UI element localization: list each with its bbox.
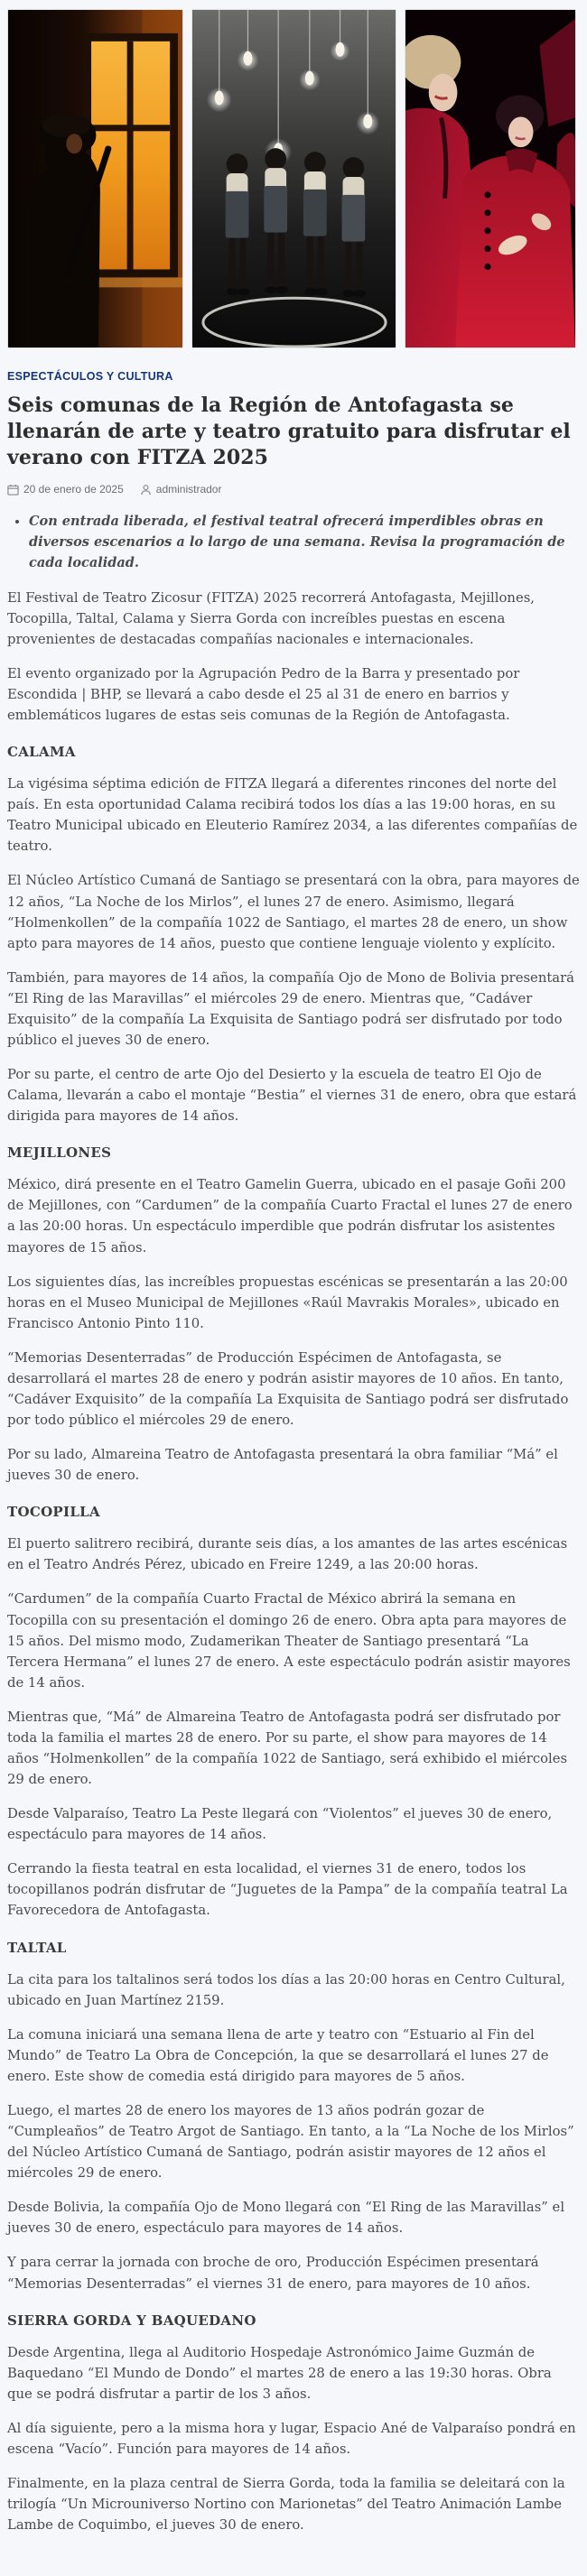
page-title: Seis comunas de la Región de Antofagasta se llenarán de arte y teatro gratuito para disfrutar el verano con FITZA 2025	[7, 394, 571, 470]
article-paragraph: Cerrando la fiesta teatral en esta localidad, el viernes 31 de enero, todos los tocopillanos podrán disfrutar de “Juguetes de la Pampa” de la compañía teatral La Favorecedora de Antofagasta.	[7, 1861, 568, 1919]
article-paragraph: La vigésima séptima edición de FITZA llegará a diferentes rincones del norte del país. En esta oportunidad Calama recibirá todos los días a las 19:00 horas, en su Teatro Municipal ubicado en Eleuterio Ramírez 2034, a las diferentes compañías de teatro.	[7, 776, 578, 855]
article-paragraph: México, dirá presente en el Teatro Gamelin Guerra, ubicado en el pasaje Goñi 200 de Mejillones, con “Cardumen” de la compañía Cuarto Fractal el lunes 27 de enero a las 20:00 horas. Un espectáculo imperdible que podrán disfrutar los asistentes mayores de 15 años.	[7, 1177, 573, 1256]
article-paragraph: Al día siguiente, pero a la misma hora y lugar, Espacio Ané de Valparaíso pondrá en escena “Vacío”. Función para mayores de 14 años.	[7, 2420, 576, 2457]
post-date-label: 20 de enero de 2025	[23, 483, 124, 496]
article-paragraph: Desde Bolivia, la compañía Ojo de Mono llegará con “El Ring de las Maravillas” el jueves 30 de enero, espectáculo para mayores de 14 años.	[7, 2200, 565, 2237]
calendar-icon	[7, 484, 19, 496]
article-paragraph: La comuna iniciará una semana llena de arte y teatro con “Estuario al Fin del Mundo” de Teatro La Obra de Concepción, la que se desarrollará el lunes 27 de enero. Este show de comedia está dirigido para mayores de 5 años.	[7, 2026, 549, 2084]
photo-actresses-lightbulbs	[191, 9, 396, 348]
article-paragraph: La cita para los taltalinos será todos los días a las 20:00 horas en Centro Cultural, ubicado en Juan Martínez 2159.	[7, 1971, 565, 2008]
article-paragraph: El Festival de Teatro Zicosur (FITZA) 2025 recorrerá Antofagasta, Mejillones, Tocopilla, Taltal, Calama y Sierra Gorda con increíbles puestas en escena provenientes de destacadas compañías nacionales e internacionales.	[7, 589, 536, 647]
article-paragraph: Finalmente, en la plaza central de Sierra Gorda, toda la familia se deleitará con la trilogía “Un Microuniverso Nortino con Marionetas” del Teatro Animación Lambe Lambe de Coquimbo, el jueves 30 de enero.	[7, 2475, 565, 2534]
section-heading-calama: CALAMA	[7, 744, 76, 761]
article-paragraph: Desde Valparaíso, Teatro La Peste llegará con “Violentos” el jueves 30 de enero, espectáculo para mayores de 14 años.	[7, 1806, 553, 1843]
section-heading-sierra-gorda: SIERRA GORDA Y BAQUEDANO	[7, 2312, 256, 2329]
article-paragraph: Por su lado, Almareina Teatro de Antofagasta presentará la obra familiar “Má” el jueves 30 de enero.	[7, 1447, 558, 1484]
article-paragraph: “Memorias Desenterradas” de Producción Espécimen de Antofagasta, se desarrollará el martes 28 de enero y podrán asistir mayores de 10 años. En tanto, “Cadáver Exquisito” de la compañía La Exquisita de Santiago podrá ser disfrutado por todo público el miércoles 29 de enero.	[7, 1349, 569, 1429]
lead-text: • Con entrada liberada, el festival teatral ofrecerá imperdibles obras en diversos escenarios a lo largo de una semana. Revisa la programación de cada localidad.	[29, 511, 580, 574]
article-paragraph: Los siguientes días, las increíbles propuestas escénicas se presentarán a las 20:00 horas en el Museo Municipal de Mejillones «Raúl Mavrakis Morales», ubicado en Francisco Antonio Pinto 110.	[7, 1274, 568, 1331]
article-photo-gallery	[7, 9, 580, 348]
article-paragraph: El Núcleo Artístico Cumaná de Santiago se presentará con la obra, para mayores de 12 años, “La Noche de los Mirlos”, el lunes 27 de enero. Asimismo, llegará “Holmenkollen” de la compañía 1022 de Santiago, el martes 28 de enero, un show apto para mayores de 14 años, puesto que contiene lenguaje violento y explícito.	[7, 873, 580, 951]
article-paragraph: También, para mayores de 14 años, la compañía Ojo de Mono de Bolivia presentará “El Ring de las Maravillas” el miércoles 29 de enero. Mientras que, “Cadáver Exquisito” de la compañía La Exquisita de Santiago podrá ser disfrutado por todo público el jueves 30 de enero.	[7, 969, 575, 1048]
article-paragraph: “Cardumen” de la compañía Cuarto Fractal de México abrirá la semana en Tocopilla con su presentación el domingo 26 de enero. Obra apta para mayores de 15 años. Del mismo modo, Zudamerikan Theater de Santiago presentará “La Tercera Hermana” el lunes 27 de enero. A este espectáculo podrán asistir mayores de 14 años.	[7, 1591, 571, 1691]
article-paragraph: Mientras que, “Má” de Almareina Teatro de Antofagasta podrá ser disfrutado por toda la familia el martes 28 de enero. Por su parte, el show para mayores de 14 años “Holmenkollen” de la compañía 1022 de Santiago, será exhibido el miércoles 29 de enero.	[7, 1709, 568, 1788]
section-heading-mejillones: MEJILLONES	[7, 1144, 112, 1162]
post-author	[140, 483, 222, 496]
article-paragraph: El evento organizado por la Agrupación Pedro de la Barra y presentado por Escondida | BHP, se llevará a cabo desde el 25 al 31 de enero en barrios y emblemáticos lugares de estas seis comunas de la Región de Antofagasta.	[7, 665, 520, 724]
photo-soldier-window	[7, 9, 183, 348]
lead-list	[29, 511, 580, 574]
user-icon	[140, 484, 152, 496]
article-paragraph: Por su parte, el centro de arte Ojo del Desierto y la escuela de teatro El Ojo de Calama, llevarán a cabo el montaje “Bestia” el viernes 31 de enero, obra que estará dirigida para mayores de 14 años.	[7, 1067, 577, 1125]
article-paragraph: Desde Argentina, llega al Auditorio Hospedaje Astronómico Jaime Guzmán de Baquedano “El Mundo de Dondo” el martes 28 de enero a las 19:30 horas. Obra que se podrá disfrutar a partir de los 3 años.	[7, 2344, 552, 2402]
article-paragraph: Luego, el martes 28 de enero los mayores de 13 años podrán gozar de “Cumpleaños” de Teatro Argot de Santiago. En tanto, a la “La Noche de los Mirlos” del Núcleo Artístico Cumaná de Santiago, podrán asistir mayores de 12 años el miércoles 29 de enero.	[7, 2102, 574, 2182]
section-heading-taltal: TALTAL	[7, 1939, 67, 1956]
article-paragraph: Y para cerrar la jornada con broche de oro, Producción Espécimen presentará “Memorias Desenterradas” el viernes 31 de enero, para mayores de 10 años.	[7, 2255, 539, 2292]
article-paragraph: El puerto salitrero recibirá, durante seis días, a los amantes de las artes escénicas en el Teatro Andrés Pérez, ubicado en Freire 1249, a las 20:00 horas.	[7, 1536, 568, 1573]
post-author-label[interactable]: administrador	[155, 483, 222, 496]
post-date	[7, 483, 124, 496]
post-meta	[7, 483, 580, 496]
category-link[interactable]: ESPECTÁCULOS Y CULTURA	[7, 370, 173, 383]
section-heading-tocopilla: TOCOPILLA	[7, 1504, 100, 1521]
photo-red-performers	[405, 9, 576, 348]
